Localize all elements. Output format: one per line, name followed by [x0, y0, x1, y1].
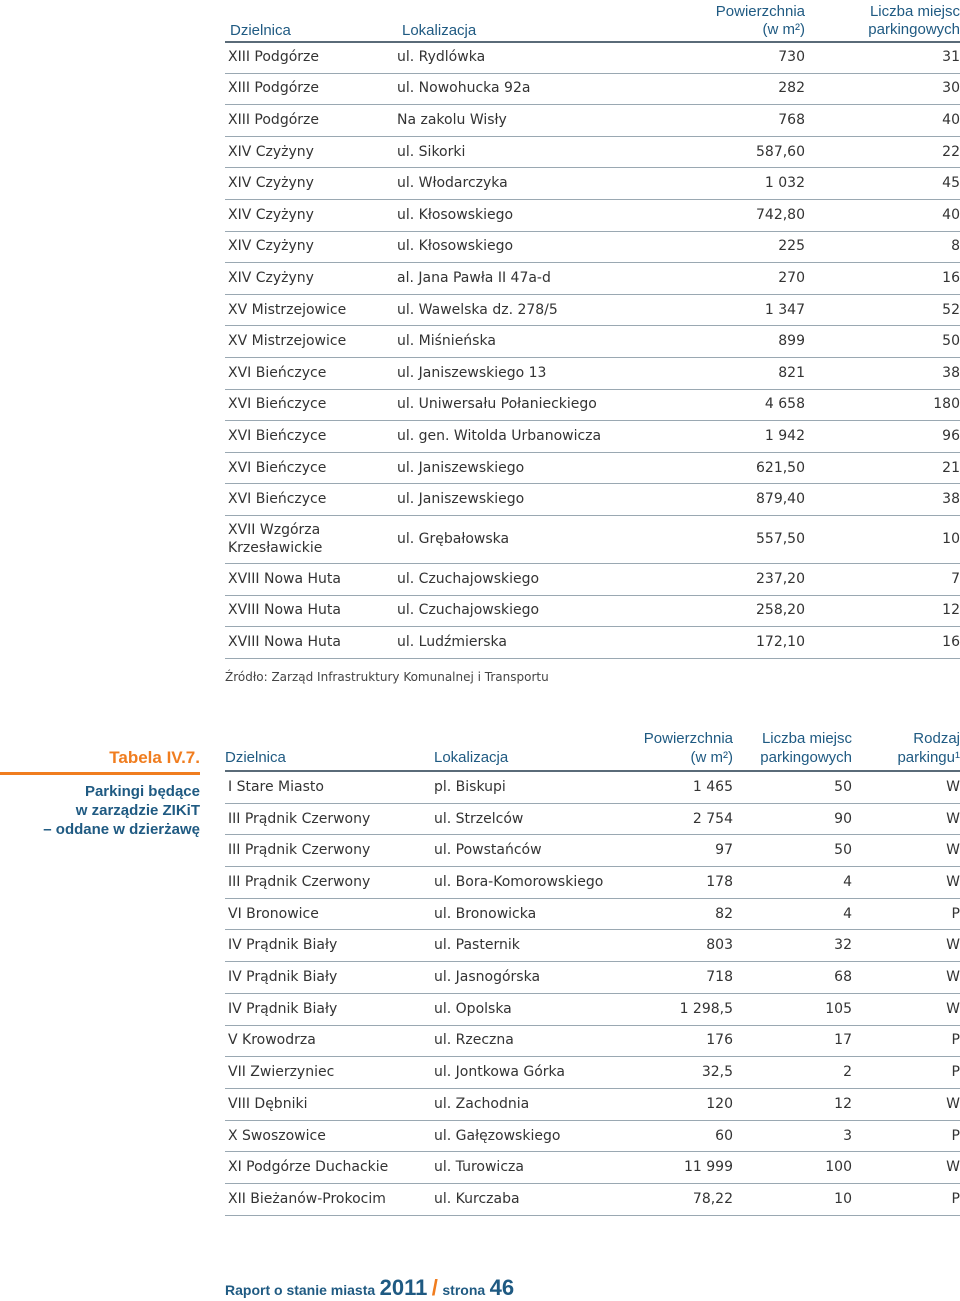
- cell-spaces: 31: [942, 48, 960, 65]
- table-row: [225, 962, 960, 994]
- cell-area: 225: [778, 238, 805, 255]
- cell-spaces: 21: [942, 459, 960, 476]
- cell-location: ul. Gałęzowskiego: [434, 1127, 561, 1144]
- cell-area: 621,50: [756, 459, 805, 476]
- cell-district: XVIII Nowa Huta: [228, 602, 341, 619]
- cell-location: al. Jana Pawła II 47a-d: [397, 269, 551, 286]
- table-row: [225, 1057, 960, 1089]
- cell-type: W: [946, 1095, 960, 1112]
- footer-page-label: strona: [442, 1282, 486, 1298]
- col-header-type-1: Rodzaj: [913, 730, 960, 747]
- table-row: [225, 804, 960, 836]
- table-row: [225, 168, 960, 200]
- page-footer: [225, 1275, 514, 1301]
- table-row: [225, 627, 960, 659]
- cell-district: III Prądnik Czerwony: [228, 810, 371, 827]
- cell-district: XII Bieżanów-Prokocim: [228, 1190, 386, 1207]
- cell-district: V Krowodrza: [228, 1032, 316, 1049]
- cell-area: 172,10: [756, 633, 805, 650]
- cell-location: pl. Biskupi: [434, 778, 506, 795]
- cell-district-line-1: XVII Wzgórza: [228, 522, 321, 538]
- table-row: [225, 295, 960, 327]
- cell-location: ul. Powstańców: [434, 842, 542, 859]
- cell-district: XIV Czyżyny: [228, 206, 314, 223]
- table-tag-bar: [0, 772, 200, 775]
- table-row: [225, 516, 960, 564]
- cell-type: P: [951, 1127, 960, 1144]
- table-row: [225, 1184, 960, 1216]
- cell-location: ul. Ludźmierska: [397, 633, 507, 650]
- cell-area: 82: [715, 905, 733, 922]
- col-header-district: Dzielnica: [225, 749, 286, 766]
- cell-location: ul. Kłosowskiego: [397, 238, 514, 255]
- table-row: [225, 42, 960, 74]
- cell-district: I Stare Miasto: [228, 778, 324, 795]
- cell-spaces: 52: [942, 301, 960, 318]
- col-header-spaces-1: Liczba miejsc: [869, 3, 960, 20]
- cell-spaces: 7: [951, 570, 960, 587]
- cell-location: ul. Sikorki: [397, 143, 466, 160]
- cell-spaces: 30: [942, 80, 960, 97]
- cell-location: ul. Pasternik: [434, 937, 520, 954]
- cell-area: 2 754: [692, 810, 733, 827]
- cell-area: 237,20: [756, 570, 805, 587]
- table-row: [225, 596, 960, 628]
- cell-area: 557,50: [756, 531, 805, 547]
- table-row: [225, 105, 960, 137]
- cell-spaces: 45: [942, 175, 960, 192]
- cell-spaces: 100: [825, 1159, 852, 1176]
- cell-spaces: 105: [825, 1000, 852, 1017]
- cell-district: XVI Bieńczyce: [228, 491, 327, 508]
- cell-type: W: [946, 810, 960, 827]
- table-row: [225, 484, 960, 516]
- table-row: [225, 1152, 960, 1184]
- cell-type: P: [951, 1032, 960, 1049]
- cell-location: ul. Bronowicka: [434, 905, 537, 922]
- cell-location: ul. Jontkowa Górka: [434, 1064, 565, 1081]
- footer-page-number: 46: [489, 1275, 515, 1300]
- col-header-district: Dzielnica: [230, 22, 291, 39]
- table-row: [225, 263, 960, 295]
- cell-district: XVI Bieńczyce: [228, 459, 327, 476]
- row-divider: [225, 658, 960, 659]
- cell-area: 1 032: [764, 175, 805, 192]
- cell-location: Na zakolu Wisły: [397, 111, 507, 128]
- cell-area: 11 999: [684, 1159, 733, 1176]
- cell-spaces: 50: [834, 842, 852, 859]
- table-row: [225, 867, 960, 899]
- cell-location: ul. Grębałowska: [397, 531, 510, 547]
- cell-location: ul. Opolska: [434, 1000, 512, 1017]
- table-caption: [10, 782, 200, 839]
- col-header-area-1: Powierzchnia: [715, 3, 805, 20]
- cell-location: ul. Wawelska dz. 278/5: [397, 301, 558, 318]
- cell-spaces: 90: [834, 810, 852, 827]
- cell-location: ul. Bora-Komorowskiego: [434, 873, 604, 890]
- cell-spaces: 68: [834, 969, 852, 986]
- cell-spaces: 40: [942, 111, 960, 128]
- col-header-area-2: (w m²): [762, 21, 805, 38]
- cell-location: ul. Janiszewskiego 13: [397, 364, 547, 381]
- cell-area: 587,60: [756, 143, 805, 160]
- cell-area: 60: [715, 1127, 733, 1144]
- cell-spaces: 10: [834, 1190, 852, 1207]
- table-row: [225, 200, 960, 232]
- cell-area: 768: [778, 111, 805, 128]
- cell-area: 742,80: [756, 206, 805, 223]
- table-row: [225, 994, 960, 1026]
- col-header-type-2: parkingu¹: [897, 749, 960, 766]
- cell-spaces: 8: [951, 238, 960, 255]
- cell-area: 97: [715, 842, 733, 859]
- cell-area: 4 658: [764, 396, 805, 413]
- cell-type: W: [946, 778, 960, 795]
- cell-spaces: 2: [843, 1064, 852, 1081]
- cell-district: XIV Czyżyny: [228, 143, 314, 160]
- cell-type: W: [946, 842, 960, 859]
- cell-spaces: 17: [834, 1032, 852, 1049]
- cell-location: ul. Czuchajowskiego: [397, 602, 540, 619]
- table-row: [225, 899, 960, 931]
- cell-area: 899: [778, 333, 805, 350]
- cell-district: XVI Bieńczyce: [228, 396, 327, 413]
- cell-location: ul. Rydlówka: [397, 48, 486, 65]
- cell-location: ul. Strzelców: [434, 810, 524, 827]
- cell-location: ul. Rzeczna: [434, 1032, 514, 1049]
- cell-district: XV Mistrzejowice: [228, 333, 347, 350]
- cell-spaces: 16: [942, 633, 960, 650]
- cell-area: 879,40: [756, 491, 805, 508]
- table-caption-line-2: w zarządzie ZIKiT: [75, 802, 200, 819]
- cell-area: 258,20: [756, 602, 805, 619]
- cell-area: 282: [778, 80, 805, 97]
- cell-area: 718: [706, 969, 733, 986]
- cell-district: XI Podgórze Duchackie: [228, 1159, 389, 1176]
- cell-district: III Prądnik Czerwony: [228, 873, 371, 890]
- table-caption-line-3: – oddane w dzierżawę: [43, 821, 200, 838]
- cell-area: 1 465: [692, 778, 733, 795]
- cell-district: IV Prądnik Biały: [228, 1000, 338, 1017]
- table-row: [225, 390, 960, 422]
- table-row: [225, 835, 960, 867]
- cell-district: X Swoszowice: [228, 1127, 326, 1144]
- col-header-spaces-1: Liczba miejsc: [761, 730, 852, 747]
- cell-district: VIII Dębniki: [228, 1095, 308, 1112]
- cell-area: 78,22: [692, 1190, 733, 1207]
- table-row: [225, 421, 960, 453]
- cell-district: XV Mistrzejowice: [228, 301, 347, 318]
- cell-area: 176: [706, 1032, 733, 1049]
- source-note: Źródło: Zarząd Infrastruktury Komunalnej i Transportu: [225, 670, 549, 684]
- col-header-spaces-2: parkingowych: [760, 749, 852, 766]
- table-row: [225, 358, 960, 390]
- cell-area: 270: [778, 269, 805, 286]
- cell-spaces: 3: [843, 1127, 852, 1144]
- table-row: [225, 326, 960, 358]
- parking-table-1: [225, 0, 960, 700]
- cell-type: W: [946, 873, 960, 890]
- cell-location: ul. Kurczaba: [434, 1190, 520, 1207]
- cell-district: XIV Czyżyny: [228, 175, 314, 192]
- cell-location: ul. Kłosowskiego: [397, 206, 514, 223]
- table-row: [225, 1026, 960, 1058]
- cell-district: III Prądnik Czerwony: [228, 842, 371, 859]
- cell-location: ul. Nowohucka 92a: [397, 80, 531, 97]
- cell-spaces: 12: [942, 602, 960, 619]
- cell-district: VII Zwierzyniec: [228, 1064, 335, 1081]
- cell-spaces: 16: [942, 269, 960, 286]
- cell-location: ul. Czuchajowskiego: [397, 570, 540, 587]
- cell-district: IV Prądnik Biały: [228, 969, 338, 986]
- cell-location: ul. Miśnieńska: [397, 333, 496, 350]
- table-row: [225, 1121, 960, 1153]
- table-row: [225, 453, 960, 485]
- cell-area: 803: [706, 937, 733, 954]
- cell-spaces: 10: [942, 531, 960, 547]
- cell-area: 821: [778, 364, 805, 381]
- cell-district: IV Prądnik Biały: [228, 937, 338, 954]
- cell-spaces: 22: [942, 143, 960, 160]
- table-row: [225, 772, 960, 804]
- cell-type: P: [951, 905, 960, 922]
- col-header-location: Lokalizacja: [434, 749, 509, 766]
- cell-area: 32,5: [701, 1064, 733, 1081]
- cell-spaces: 40: [942, 206, 960, 223]
- cell-district: XVIII Nowa Huta: [228, 570, 341, 587]
- cell-type: W: [946, 937, 960, 954]
- footer-slash: /: [431, 1275, 438, 1300]
- cell-spaces: 4: [843, 873, 852, 890]
- cell-type: W: [946, 969, 960, 986]
- cell-type: P: [951, 1064, 960, 1081]
- cell-district: XVI Bieńczyce: [228, 364, 327, 381]
- parking-table-2: [225, 720, 960, 1220]
- cell-district: VI Bronowice: [228, 905, 319, 922]
- cell-location: ul. Turowicza: [434, 1159, 524, 1176]
- cell-area: 1 347: [764, 301, 805, 318]
- col-header-area-2: (w m²): [690, 749, 733, 766]
- cell-spaces: 180: [933, 396, 960, 413]
- cell-district: XIII Podgórze: [228, 80, 319, 97]
- table-row: [225, 564, 960, 596]
- cell-district: XVIII Nowa Huta: [228, 633, 341, 650]
- table-row: [225, 74, 960, 106]
- cell-district-line-2: Krzesławickie: [228, 540, 323, 556]
- table-row: [225, 137, 960, 169]
- col-header-location: Lokalizacja: [402, 22, 477, 39]
- cell-location: ul. gen. Witolda Urbanowicza: [397, 427, 602, 444]
- cell-spaces: 38: [942, 491, 960, 508]
- cell-spaces: 32: [834, 937, 852, 954]
- footer-year: 2011: [379, 1275, 428, 1300]
- cell-type: P: [951, 1190, 960, 1207]
- cell-district: XIV Czyżyny: [228, 269, 314, 286]
- cell-district: XIII Podgórze: [228, 48, 319, 65]
- col-header-spaces-2: parkingowych: [868, 21, 960, 38]
- table-row: [225, 232, 960, 264]
- cell-location: ul. Jasnogórska: [434, 969, 541, 986]
- cell-type: W: [946, 1159, 960, 1176]
- cell-district: XIII Podgórze: [228, 111, 319, 128]
- table-row: [225, 931, 960, 963]
- cell-spaces: 50: [834, 778, 852, 795]
- cell-area: 1 942: [764, 427, 805, 444]
- cell-spaces: 96: [942, 427, 960, 444]
- cell-location: ul. Janiszewskiego: [397, 459, 525, 476]
- cell-spaces: 50: [942, 333, 960, 350]
- cell-area: 1 298,5: [679, 1000, 733, 1017]
- cell-location: ul. Janiszewskiego: [397, 491, 525, 508]
- cell-area: 730: [778, 48, 805, 65]
- cell-spaces: 38: [942, 364, 960, 381]
- cell-district: XVI Bieńczyce: [228, 427, 327, 444]
- cell-area: 120: [706, 1095, 733, 1112]
- cell-spaces: 12: [834, 1095, 852, 1112]
- cell-area: 178: [706, 873, 733, 890]
- cell-location: ul. Zachodnia: [434, 1095, 530, 1112]
- cell-location: ul. Włodarczyka: [397, 175, 508, 192]
- row-divider: [225, 1215, 960, 1216]
- cell-spaces: 4: [843, 905, 852, 922]
- cell-location: ul. Uniwersału Połanieckiego: [397, 396, 597, 413]
- table-tag: Tabela IV.7.: [109, 748, 200, 767]
- table-caption-line-1: Parkingi będące: [84, 783, 200, 800]
- col-header-area-1: Powierzchnia: [643, 730, 733, 747]
- cell-district: XIV Czyżyny: [228, 238, 314, 255]
- table-row: [225, 1089, 960, 1121]
- cell-type: W: [946, 1000, 960, 1017]
- footer-report-title: Raport o stanie miasta: [225, 1282, 376, 1298]
